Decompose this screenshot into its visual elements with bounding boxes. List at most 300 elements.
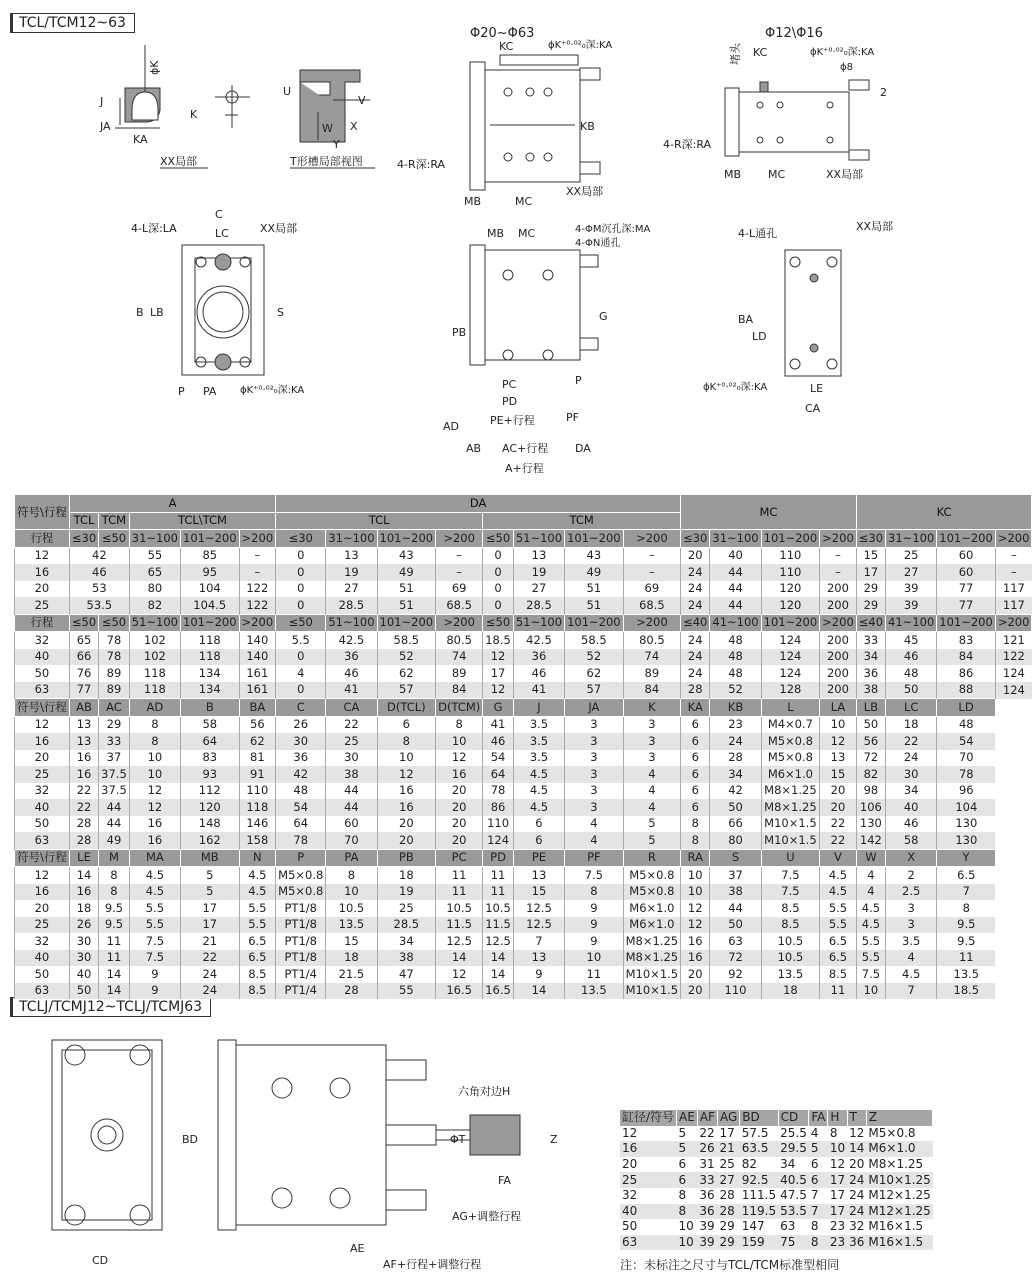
table-cell: 4.5	[820, 884, 857, 901]
svg-text:KB: KB	[580, 120, 595, 133]
table-cell: 69	[623, 581, 680, 598]
table-row	[620, 1172, 933, 1188]
table-cell: 80.5	[436, 632, 483, 649]
header-cell: 51~100	[129, 614, 180, 632]
header-cell: J	[513, 699, 564, 717]
table-cell: 3.5	[886, 933, 937, 950]
table-cell: 48	[937, 716, 996, 733]
table-cell: 20	[622, 1157, 638, 1172]
table-row	[620, 1126, 933, 1142]
svg-text:PB: PB	[452, 326, 467, 339]
table-cell: 40	[620, 1204, 677, 1220]
table-cell: 122	[239, 597, 276, 614]
table-cell: 9	[565, 917, 624, 934]
table-cell: 33	[856, 632, 885, 649]
table-cell: 18	[761, 983, 820, 1000]
header-cell: G	[483, 699, 514, 717]
header-cell: PE	[513, 849, 564, 867]
table-cell: 72	[710, 950, 761, 967]
table-cell: 46	[69, 564, 129, 581]
table-cell: M6×1.0	[623, 917, 680, 934]
table-cell: M8×1.25	[761, 783, 820, 800]
table-cell: 22	[69, 783, 98, 800]
header-cell: D(TCL)	[377, 699, 436, 717]
table-cell: 14	[436, 950, 483, 967]
table-cell: 5.5	[856, 950, 885, 967]
table-cell: 63	[15, 832, 70, 849]
table-cell: 110	[761, 564, 820, 581]
svg-text:AC+行程: AC+行程	[502, 442, 549, 455]
svg-text:P: P	[575, 374, 582, 387]
table-cell: 51	[565, 597, 624, 614]
table-cell: 5.5	[129, 900, 180, 917]
svg-text:PC: PC	[502, 378, 517, 391]
table-cell: 22	[699, 1125, 715, 1140]
table-cell: 38	[377, 950, 436, 967]
phi20-63-label: Φ20~Φ63	[470, 26, 535, 41]
table-cell: 124	[995, 682, 1032, 699]
svg-text:P: P	[178, 385, 185, 398]
header-cell: >200	[820, 614, 857, 632]
section2-title: TCLJ/TCMJ12~TCLJ/TCMJ63	[10, 997, 211, 1017]
table-cell: –	[623, 547, 680, 564]
table-cell: 13.5	[937, 966, 996, 983]
table-cell: 63	[620, 1235, 677, 1251]
table-cell: 10	[820, 716, 857, 733]
table-cell: 29	[99, 716, 130, 733]
table-cell: 68.5	[623, 597, 680, 614]
table-cell: M6×1.0	[761, 766, 820, 783]
svg-text:G: G	[599, 310, 608, 323]
table-cell: 46	[513, 665, 564, 682]
table-cell: 27	[326, 581, 377, 598]
svg-text:MC: MC	[518, 227, 536, 240]
header-cell: AF	[697, 1110, 717, 1126]
table-cell: 27	[886, 564, 937, 581]
table-cell: 3	[565, 783, 624, 800]
table-cell: 6	[513, 816, 564, 833]
table-cell: 12	[436, 750, 483, 767]
table-cell: M6×1.0	[866, 1141, 932, 1157]
table-cell: 5	[677, 1141, 698, 1157]
table-cell: 0	[276, 682, 326, 699]
table-cell: 69	[436, 581, 483, 598]
table-cell: 124	[761, 649, 820, 666]
table-row	[15, 884, 1032, 901]
table-cell: M10×1.5	[623, 983, 680, 1000]
table-cell: 12.5	[513, 900, 564, 917]
table-cell: 65	[129, 564, 180, 581]
table-cell: 16	[681, 950, 710, 967]
table-cell: 50	[69, 983, 98, 1000]
table-cell: 0	[483, 597, 514, 614]
table-cell: 80	[710, 832, 761, 849]
table-cell: 117	[995, 581, 1032, 598]
header-cell: 符号\行程	[15, 495, 70, 530]
svg-text:2: 2	[880, 86, 887, 99]
table-cell: 6.5	[239, 933, 276, 950]
table-cell: 200	[820, 632, 857, 649]
table-cell: 88	[937, 682, 996, 699]
table-cell: 134	[181, 682, 240, 699]
table-cell: 6.5	[820, 950, 857, 967]
table-cell: 48	[710, 632, 761, 649]
table-cell: 11.5	[483, 917, 514, 934]
table-cell: 110	[710, 983, 761, 1000]
table-cell: 8.5	[239, 966, 276, 983]
table-cell: 80.5	[623, 632, 680, 649]
table-row	[15, 799, 1032, 816]
table-cell: 24	[849, 1203, 865, 1218]
table-cell: 42	[69, 547, 129, 564]
table-cell: M4×0.7	[761, 716, 820, 733]
table-cell: 4.5	[513, 799, 564, 816]
table-cell: 49	[99, 832, 130, 849]
table-cell: 7.5	[129, 950, 180, 967]
header-cell: D(TCM)	[436, 699, 483, 717]
table-cell: 5.5	[239, 917, 276, 934]
table-cell: 64	[181, 733, 240, 750]
table-cell: 74	[623, 649, 680, 666]
table-cell: 31	[699, 1157, 715, 1172]
table-cell: 16.5	[436, 983, 483, 1000]
table-cell: M8×1.25	[623, 950, 680, 967]
table-cell: 124	[761, 632, 820, 649]
table-cell: M6×1.0	[623, 900, 680, 917]
table-cell: 48	[276, 783, 326, 800]
table-cell: 9.5	[99, 917, 130, 934]
table-cell: 117	[995, 597, 1032, 614]
svg-text:AE: AE	[350, 1242, 365, 1255]
table-cell: 111.5	[741, 1188, 777, 1203]
table-cell: 16	[129, 816, 180, 833]
header-cell: CA	[326, 699, 377, 717]
table-cell: 5	[809, 1141, 828, 1157]
table-cell: 18.5	[937, 983, 996, 1000]
table-cell: 17	[181, 917, 240, 934]
header-cell: A	[69, 495, 275, 513]
table-cell: 6	[677, 1172, 698, 1188]
header-cell: ≤30	[69, 530, 98, 548]
header-row	[15, 530, 1032, 548]
table-cell: 6	[678, 1157, 687, 1172]
table-cell: 119.5	[741, 1203, 777, 1218]
header-cell: MA	[129, 849, 180, 867]
table-cell: 8	[129, 716, 180, 733]
table-cell: 8	[677, 1204, 698, 1220]
header-row	[15, 614, 1032, 632]
table-cell: 10	[829, 1141, 846, 1156]
table-cell: M16×1.5	[866, 1235, 932, 1251]
table-cell: 110	[761, 547, 820, 564]
table-cell: 4	[565, 832, 624, 849]
svg-text:S: S	[277, 306, 284, 319]
header-cell: AB	[69, 699, 98, 717]
table-cell: 36	[326, 649, 377, 666]
table-cell: 5	[623, 816, 680, 833]
table-cell: 4	[565, 816, 624, 833]
table-cell: 24	[886, 750, 937, 767]
table-cell: 25	[15, 917, 70, 934]
table-cell: 57.5	[741, 1125, 769, 1140]
header-cell: 101~200	[377, 530, 436, 548]
table-cell: 84	[623, 682, 680, 699]
table-cell: 9	[129, 983, 180, 1000]
table-cell: 34	[886, 783, 937, 800]
table-cell: 4.5	[820, 867, 857, 884]
table-cell: 70	[937, 750, 996, 767]
table-cell: 104	[937, 799, 996, 816]
svg-text:4-R深:RA: 4-R深:RA	[663, 138, 712, 151]
table-cell: 40	[886, 799, 937, 816]
table-cell: 8	[377, 733, 436, 750]
table-cell: 0	[276, 581, 326, 598]
header-cell: TCM	[483, 512, 681, 530]
table-row	[620, 1141, 933, 1157]
header-cell: B	[181, 699, 240, 717]
table-cell: 11	[436, 867, 483, 884]
table-cell: 4	[810, 1125, 819, 1140]
table-cell: 14	[483, 950, 514, 967]
table-cell: 10	[436, 733, 483, 750]
table-row	[15, 867, 1032, 884]
header-cell: 31~100	[710, 530, 761, 548]
svg-text:4-ΦN通孔: 4-ΦN通孔	[575, 238, 621, 249]
svg-text:CD: CD	[92, 1254, 109, 1267]
table-cell: 55	[129, 547, 180, 564]
table-cell: 24	[181, 983, 240, 1000]
table-cell: 200	[820, 597, 857, 614]
table-cell: 200	[820, 649, 857, 666]
table-cell: 28.5	[377, 917, 436, 934]
table-cell: 9.5	[937, 917, 996, 934]
table-cell: 60	[937, 564, 996, 581]
table-cell: 49	[565, 564, 624, 581]
table-cell: 10.5	[761, 933, 820, 950]
header-cell: K	[623, 699, 680, 717]
table-cell: 10	[377, 750, 436, 767]
table-cell: 93	[181, 766, 240, 783]
table-cell: M8×1.25	[623, 933, 680, 950]
table-cell: 56	[856, 733, 885, 750]
table-cell: 50	[622, 1219, 638, 1234]
table-cell: 16	[69, 750, 98, 767]
table-cell: 40	[15, 649, 70, 666]
table-cell: 20	[15, 750, 70, 767]
table-cell: 14	[483, 966, 514, 983]
table-cell: 15	[326, 933, 377, 950]
table-cell: 24	[681, 597, 710, 614]
header-cell: N	[239, 849, 276, 867]
table-cell: 7.5	[565, 867, 624, 884]
table-cell: 130	[856, 816, 885, 833]
table-cell: 28	[69, 816, 98, 833]
header-cell: U	[761, 849, 820, 867]
table-cell: PT1/8	[276, 950, 326, 967]
table-cell: 42	[276, 766, 326, 783]
svg-text:MB: MB	[487, 227, 505, 240]
table-cell: 16	[15, 733, 70, 750]
table-cell: 13	[513, 950, 564, 967]
table-cell: 66	[69, 649, 98, 666]
table-cell: 42.5	[513, 632, 564, 649]
table-cell: 20	[436, 783, 483, 800]
table-cell: 58	[181, 716, 240, 733]
table-cell: 120	[761, 597, 820, 614]
table-cell: 159	[740, 1235, 778, 1251]
header-cell: V	[820, 849, 857, 867]
table-cell: 38	[326, 766, 377, 783]
table-cell: 29	[717, 1235, 739, 1251]
header-cell: 符号\行程	[15, 849, 70, 867]
header-cell: ≤50	[99, 530, 130, 548]
table-cell: 7	[513, 933, 564, 950]
table-cell: 142	[856, 832, 885, 849]
table-cell: 36	[276, 750, 326, 767]
svg-text:LD: LD	[752, 330, 767, 343]
table-cell: 8	[326, 867, 377, 884]
table-cell: 19	[377, 884, 436, 901]
table-cell: 4.5	[856, 917, 885, 934]
table-row	[15, 983, 1032, 1000]
table-cell: 30	[69, 933, 98, 950]
svg-text:X: X	[350, 120, 358, 133]
front-view-right	[703, 220, 893, 415]
table-cell: PT1/4	[276, 983, 326, 1000]
header-cell: MB	[181, 849, 240, 867]
table-cell: 50	[15, 816, 70, 833]
table-cell: PT1/8	[276, 900, 326, 917]
header-cell: PB	[377, 849, 436, 867]
table-cell: 10	[677, 1235, 698, 1251]
header-cell: >200	[239, 614, 276, 632]
table-row	[15, 917, 1032, 934]
table-cell: 63	[710, 933, 761, 950]
table-cell: 22	[820, 832, 857, 849]
header-cell: LE	[69, 849, 98, 867]
table-cell: 18	[377, 867, 436, 884]
phi12-16-label: Φ12\Φ16	[765, 26, 823, 41]
table-cell: 39	[697, 1235, 717, 1251]
table-cell: 3	[565, 750, 624, 767]
table-cell: 53.5	[780, 1203, 807, 1218]
table-cell: 30	[276, 733, 326, 750]
table-row	[15, 716, 1032, 733]
header-cell: 缸径/符号	[620, 1110, 677, 1126]
table-cell: 16	[15, 564, 70, 581]
table-cell: 84	[937, 649, 996, 666]
table-cell: 12.5	[513, 917, 564, 934]
header-cell: AE	[677, 1110, 698, 1126]
t-slot-drawing	[283, 70, 375, 168]
table-cell: 25	[15, 597, 70, 614]
table-cell: 17	[829, 1203, 846, 1218]
table-cell: 17	[829, 1188, 846, 1203]
table-cell: 4	[623, 783, 680, 800]
svg-text:XX局部: XX局部	[260, 222, 298, 235]
header-cell: ≤50	[483, 614, 514, 632]
table-cell: 28.5	[326, 597, 377, 614]
table-cell: 6	[809, 1172, 828, 1188]
table-cell: 10	[129, 766, 180, 783]
table-cell: 56	[239, 716, 276, 733]
table-cell: M5×0.8	[623, 867, 680, 884]
table-cell: 8	[937, 900, 996, 917]
header-cell: >200	[995, 530, 1032, 548]
table-cell: 54	[483, 750, 514, 767]
table-cell: 5.5	[820, 917, 857, 934]
table-cell: 6	[681, 783, 710, 800]
svg-text:ϕK⁺⁰·⁰²₀深:KA: ϕK⁺⁰·⁰²₀深:KA	[810, 47, 875, 58]
header-cell: P	[276, 849, 326, 867]
svg-text:J: J	[100, 95, 104, 108]
table-cell: M5×0.8	[276, 884, 326, 901]
table-cell: 78	[99, 632, 130, 649]
table-cell: 17	[181, 900, 240, 917]
table-cell: 50	[710, 799, 761, 816]
table-cell: 6.5	[820, 933, 857, 950]
table-cell: 50	[856, 716, 885, 733]
table-cell: 32	[15, 933, 70, 950]
table-cell: 12	[129, 783, 180, 800]
footnote: 注：未标注之尺寸与TCL/TCM标准型相同	[620, 1258, 840, 1272]
table-cell: 5.5	[820, 900, 857, 917]
header-cell: Y	[937, 849, 996, 867]
table-cell: 4.5	[129, 867, 180, 884]
table-cell: M10×1.5	[761, 816, 820, 833]
header-cell: W	[856, 849, 885, 867]
header-cell: R	[623, 849, 680, 867]
table-cell: 84	[436, 682, 483, 699]
svg-text:PD: PD	[502, 395, 518, 408]
svg-text:Z: Z	[550, 1133, 558, 1146]
table-cell: 4.5	[239, 867, 276, 884]
header-cell: ≤50	[69, 614, 98, 632]
phi12-16-top-view	[663, 26, 887, 181]
svg-text:LC: LC	[215, 227, 229, 240]
svg-text:DA: DA	[575, 442, 591, 455]
table-cell: 20	[15, 900, 70, 917]
table-cell: M16×1.5	[868, 1219, 924, 1234]
table-cell: 17	[719, 1125, 735, 1140]
table-cell: 57	[377, 682, 436, 699]
table-cell: 4	[856, 867, 885, 884]
table-cell: 2	[886, 867, 937, 884]
table-row	[15, 581, 1032, 598]
table-cell: 110	[239, 783, 276, 800]
table-cell: –	[995, 564, 1032, 581]
table-cell: 42	[710, 783, 761, 800]
table-row	[15, 733, 1032, 750]
table-cell: 17	[483, 665, 514, 682]
svg-text:MB: MB	[724, 168, 742, 181]
table-cell: 0	[483, 547, 514, 564]
table-cell: 26	[69, 917, 98, 934]
table-cell: 121	[995, 632, 1032, 649]
table-cell: 19	[326, 564, 377, 581]
svg-text:CA: CA	[805, 402, 821, 415]
table-cell: 18	[326, 950, 377, 967]
table-cell: 32	[15, 783, 70, 800]
table-cell: 8.5	[761, 900, 820, 917]
svg-text:LB: LB	[150, 306, 164, 319]
table-cell: 16	[129, 832, 180, 849]
table-cell: 25	[620, 1172, 677, 1188]
svg-text:B: B	[136, 306, 144, 319]
table-cell: PT1/8	[276, 933, 326, 950]
header-row	[15, 849, 1032, 867]
table-cell: 89	[99, 682, 130, 699]
